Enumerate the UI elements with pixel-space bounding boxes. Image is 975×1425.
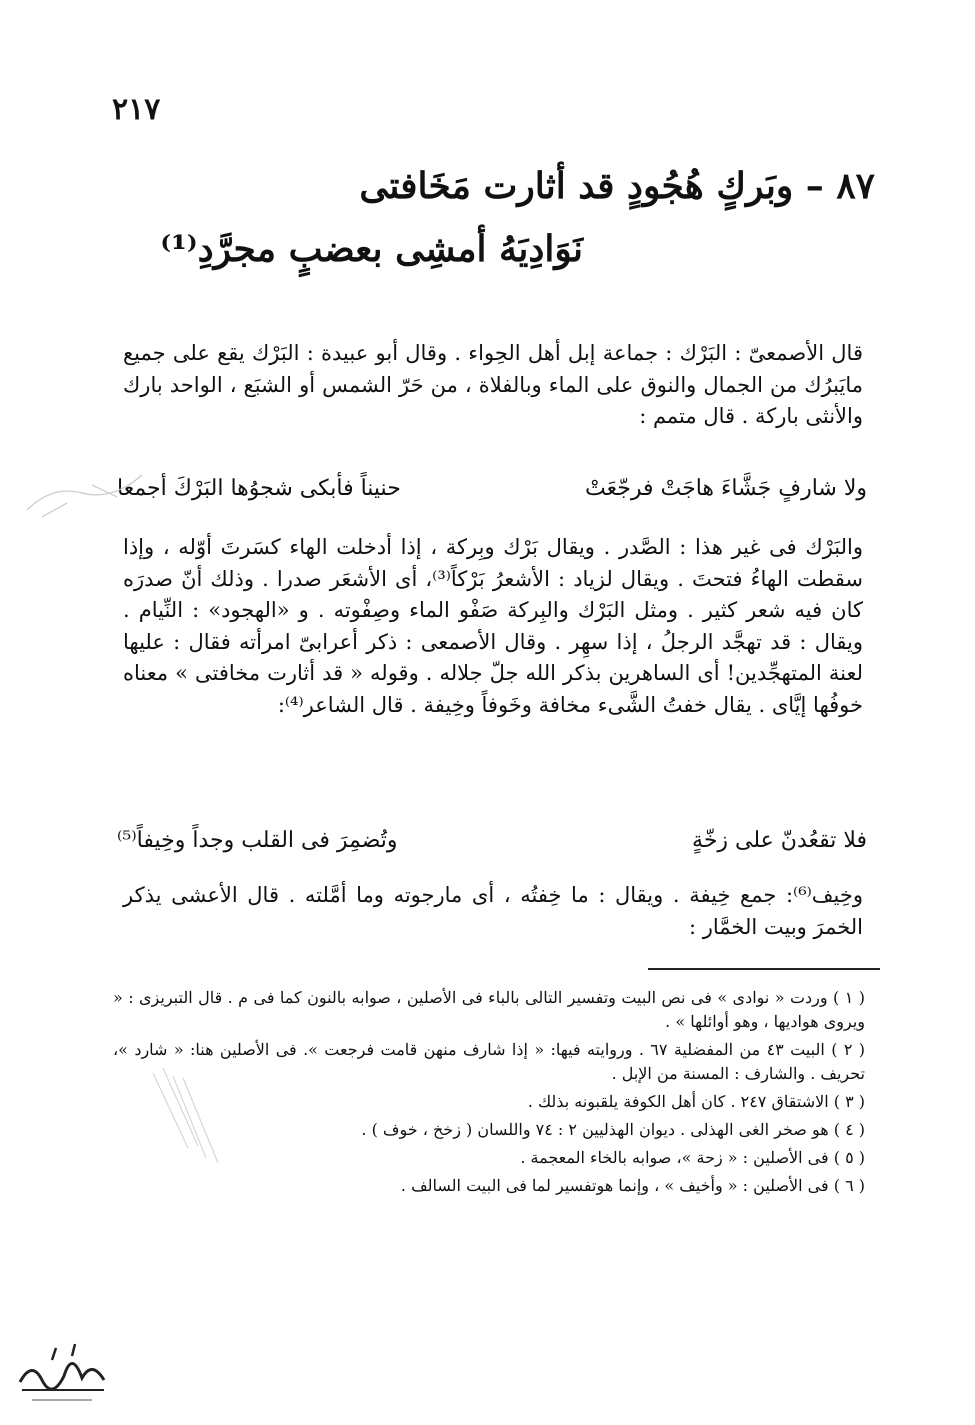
footnote-divider xyxy=(648,968,880,970)
footnote-5: ( ٥ ) فى الأصلين : « زحة »، صوابه بالخاء المعجمة . xyxy=(520,1148,865,1167)
poem-hemistich-right: فلا تقعُدنّ على زخّةٍ xyxy=(692,828,867,853)
pencil-scribble-mark xyxy=(22,455,172,535)
footnote-3: ( ٣ ) الاشتقاق ٢٤٧ . كان أهل الكوفة يلقبونه بذلك . xyxy=(527,1092,865,1111)
library-stamp-logo xyxy=(12,1330,112,1410)
footnote-2: ( ٢ ) البيت ٤٣ من المفضلية ٦٧ . وروايته فيها: « إذا شارف منهن قامت فرجعت ». فى الأصلين هنا: « شارد »، تحريف . والشارف : المسنة من الإبل . xyxy=(113,1040,866,1083)
poem-hemistich-left: حنيناً فأبكى شجوُها البَرْكَ أجمعا xyxy=(117,476,401,501)
footnote-4: ( ٤ ) هو صخر الغى الهذلى . ديوان الهذليين ٢ : ٧٤ واللسان ( زخخ ، خوف ) . xyxy=(361,1120,865,1139)
footnote-1: ( ١ ) وردت « نوادى » فى نص البيت وتفسير التالى بالباء فى الأصلين ، صوابه بالنون كما فى م . قال التبريزى : « ويروى هواديها ، وهو أوائلها » . xyxy=(113,988,865,1031)
poem-hemistich-right: ولا شارفٍ جَشَّاءَ هاجَتْ فرجّعَتْ xyxy=(585,476,867,501)
commentary-paragraph-1: قال الأصمعىّ : البَرْك : جماعة إبل أهل الحِواء . وقال أبو عبيدة : البَرْك يقع على جميع مايَبرُك من الجمال والنوق على الماء وبالفلاة ، من حَرّ الشمس أو الشبَع ، الواحد بارك والأنثى باركة . قال متمم : xyxy=(123,341,863,428)
pencil-hatch-mark xyxy=(148,1068,228,1168)
verse-line-1: ٨٧ – وبَركٍ هُجُودٍ قد أثارت مَخَافتى xyxy=(359,165,875,207)
quoted-poem-line-1 xyxy=(117,476,867,501)
poem-hemistich-left: وتُضمِرَ فى القلب وجداً وخِيفاً⁽⁵⁾ xyxy=(117,828,398,853)
page-number: ٢١٧ xyxy=(112,92,161,127)
commentary-paragraph-3: وخِيف⁽⁶⁾: جمع خِيفة . ويقال : ما خِفتُه ، أى مارجوته وما أمَّلته . قال الأعشى يذكر الخمرَ وبيت الخمَّار : xyxy=(123,883,863,939)
quoted-poem-line-2 xyxy=(117,828,867,853)
commentary-paragraph-2: والبَرْك فى غير هذا : الصَّدر . ويقال بَرْك وبِركة ، إذا أدخلت الهاء كسَرتَ أوّله ، وإذا سقطت الهاءُ فتحتَ . ويقال لزياد : الأشعرُ بَرْكاً⁽³⁾، أى الأشعَر صدرا . وذلك أنّ صدرَه كان فيه شعر كثير . ومثل البَرْك والبِركة صَفْو الماء وصِفْوته . و «الهجود» : النِّيام . ويقال : قد تهجَّد الرجلُ ، إذا سهِر . وقال الأصمعى : ذكر أعرابىّ امرأته فقال : عليها لعنة المتهجِّدين! أى الساهرين بذكر الله جلّ جلاله . وقوله « قد أثارت مخافتى » معناه خوفُها إيَّاى . يقال خفتُ الشَّىء مخافة وخَوفاً وخِيفة . قال الشاعر⁽⁴⁾: xyxy=(123,535,863,717)
footnote-6: ( ٦ ) فى الأصلين : « وأخيف » ، وإنما هوتفسير لما فى البيت السالف . xyxy=(400,1176,865,1195)
verse-line-2: نَوَادِيَهُ أمشِى بعضبٍ مجرَّدِ⁽¹⁾ xyxy=(160,228,583,270)
